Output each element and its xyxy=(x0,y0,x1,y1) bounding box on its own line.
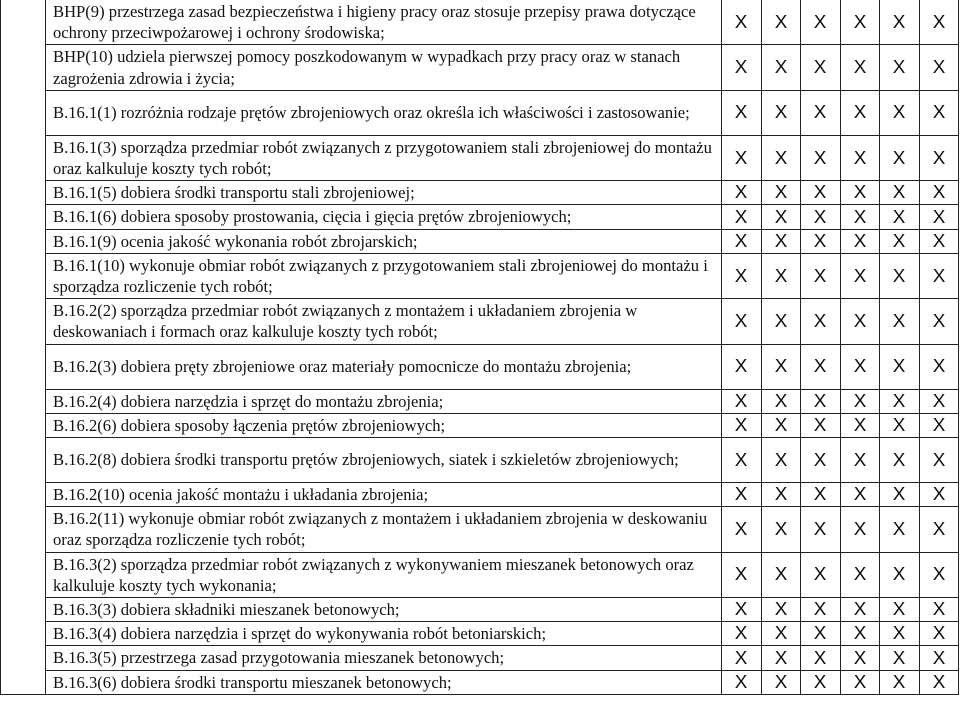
mark-x: X xyxy=(892,564,906,585)
mark-cell xyxy=(840,181,880,205)
outcome-text: B.16.1(1) rozróżnia rodzaje prętów zbrojeniowych oraz określa ich właściwości i zastosowanie; xyxy=(46,90,722,135)
mark-x: X xyxy=(932,390,946,411)
table-row xyxy=(1,646,959,670)
mark-x: X xyxy=(853,484,867,505)
mark-cell xyxy=(840,0,880,45)
mark-x: X xyxy=(813,310,827,331)
mark-cell xyxy=(801,622,841,646)
mark-cell xyxy=(801,389,841,413)
table-row xyxy=(1,622,959,646)
mark-x: X xyxy=(932,518,946,539)
mark-cell xyxy=(880,181,920,205)
mark-cell xyxy=(919,438,959,483)
mark-cell xyxy=(761,552,801,597)
outcome-text: B.16.2(4) dobiera narzędzia i sprzęt do montażu zbrojenia; xyxy=(46,389,722,413)
mark-x: X xyxy=(734,11,748,32)
mark-cell xyxy=(880,670,920,694)
table-row xyxy=(1,389,959,413)
mark-x: X xyxy=(853,147,867,168)
mark-x: X xyxy=(813,147,827,168)
mark-cell xyxy=(722,507,762,552)
mark-cell xyxy=(880,646,920,670)
mark-cell xyxy=(761,646,801,670)
mark-cell xyxy=(761,181,801,205)
outcome-text: B.16.2(11) wykonuje obmiar robót związanych z montażem i układaniem zbrojenia w deskowaniu oraz sporządza rozliczenie tych robót; xyxy=(46,507,722,552)
mark-cell xyxy=(919,552,959,597)
mark-cell xyxy=(761,45,801,90)
mark-cell xyxy=(801,45,841,90)
mark-x: X xyxy=(734,57,748,78)
mark-cell xyxy=(880,552,920,597)
mark-cell xyxy=(840,90,880,135)
mark-x: X xyxy=(813,414,827,435)
mark-cell xyxy=(722,413,762,437)
mark-cell xyxy=(919,253,959,298)
mark-cell xyxy=(880,413,920,437)
mark-cell xyxy=(919,205,959,229)
mark-cell xyxy=(840,438,880,483)
mark-x: X xyxy=(892,647,906,668)
mark-cell xyxy=(840,45,880,90)
outcome-text: B.16.1(6) dobiera sposoby prostowania, cięcia i gięcia prętów zbrojeniowych; xyxy=(46,205,722,229)
mark-cell xyxy=(761,622,801,646)
outcome-text: BHP(9) przestrzega zasad bezpieczeństwa i higieny pracy oraz stosuje przepisy prawa dotyczące ochrony przeciwpożarowej i ochrony środowiska; xyxy=(46,0,722,45)
mark-cell xyxy=(919,507,959,552)
mark-cell xyxy=(880,90,920,135)
mark-cell xyxy=(840,389,880,413)
mark-x: X xyxy=(774,564,788,585)
mark-cell xyxy=(722,205,762,229)
mark-x: X xyxy=(813,671,827,692)
mark-x: X xyxy=(892,414,906,435)
mark-x: X xyxy=(892,11,906,32)
mark-x: X xyxy=(813,623,827,644)
mark-x: X xyxy=(932,230,946,251)
mark-cell xyxy=(840,205,880,229)
table-row xyxy=(1,344,959,389)
mark-cell xyxy=(880,598,920,622)
mark-cell xyxy=(801,253,841,298)
mark-x: X xyxy=(734,356,748,377)
mark-cell xyxy=(919,670,959,694)
mark-x: X xyxy=(813,564,827,585)
mark-cell xyxy=(801,598,841,622)
mark-cell xyxy=(919,181,959,205)
mark-cell xyxy=(722,135,762,180)
mark-cell xyxy=(722,646,762,670)
mark-x: X xyxy=(734,623,748,644)
mark-x: X xyxy=(892,356,906,377)
mark-cell xyxy=(722,598,762,622)
mark-cell xyxy=(801,552,841,597)
mark-cell xyxy=(722,344,762,389)
mark-x: X xyxy=(774,57,788,78)
mark-x: X xyxy=(853,265,867,286)
mark-cell xyxy=(761,90,801,135)
mark-x: X xyxy=(892,147,906,168)
mark-x: X xyxy=(774,449,788,470)
mark-x: X xyxy=(774,647,788,668)
outcome-text: B.16.2(6) dobiera sposoby łączenia prętów zbrojeniowych; xyxy=(46,413,722,437)
mark-x: X xyxy=(774,356,788,377)
table-row xyxy=(1,670,959,694)
mark-x: X xyxy=(734,449,748,470)
table-row xyxy=(1,135,959,180)
mark-x: X xyxy=(734,265,748,286)
mark-cell xyxy=(801,670,841,694)
mark-cell xyxy=(801,483,841,507)
mark-cell xyxy=(722,483,762,507)
mark-x: X xyxy=(734,102,748,123)
table-row xyxy=(1,299,959,344)
mark-x: X xyxy=(932,310,946,331)
mark-cell xyxy=(880,299,920,344)
mark-x: X xyxy=(853,182,867,203)
mark-x: X xyxy=(774,102,788,123)
mark-x: X xyxy=(853,564,867,585)
mark-cell xyxy=(919,229,959,253)
mark-x: X xyxy=(853,449,867,470)
outcome-text: B.16.3(3) dobiera składniki mieszanek betonowych; xyxy=(46,598,722,622)
mark-cell xyxy=(840,598,880,622)
mark-cell xyxy=(919,90,959,135)
mark-cell xyxy=(761,413,801,437)
mark-x: X xyxy=(813,647,827,668)
mark-cell xyxy=(880,253,920,298)
mark-cell xyxy=(801,507,841,552)
mark-x: X xyxy=(892,518,906,539)
mark-cell xyxy=(840,135,880,180)
mark-x: X xyxy=(774,599,788,620)
table-row xyxy=(1,0,959,45)
outcome-text: B.16.3(5) przestrzega zasad przygotowania mieszanek betonowych; xyxy=(46,646,722,670)
mark-x: X xyxy=(813,518,827,539)
outcome-text: B.16.3(6) dobiera środki transportu mieszanek betonowych; xyxy=(46,670,722,694)
mark-x: X xyxy=(813,230,827,251)
mark-x: X xyxy=(774,265,788,286)
mark-cell xyxy=(761,299,801,344)
mark-cell xyxy=(761,135,801,180)
table-row xyxy=(1,483,959,507)
mark-x: X xyxy=(932,414,946,435)
mark-x: X xyxy=(774,11,788,32)
mark-x: X xyxy=(892,449,906,470)
mark-x: X xyxy=(734,414,748,435)
mark-x: X xyxy=(813,390,827,411)
mark-x: X xyxy=(932,623,946,644)
mark-x: X xyxy=(734,647,748,668)
mark-cell xyxy=(919,344,959,389)
table-row xyxy=(1,229,959,253)
mark-x: X xyxy=(932,671,946,692)
mark-x: X xyxy=(813,484,827,505)
mark-x: X xyxy=(734,484,748,505)
mark-x: X xyxy=(774,623,788,644)
mark-cell xyxy=(722,0,762,45)
mark-cell xyxy=(919,135,959,180)
mark-cell xyxy=(761,344,801,389)
mark-cell xyxy=(722,45,762,90)
table-row xyxy=(1,438,959,483)
mark-cell xyxy=(840,299,880,344)
table-row xyxy=(1,507,959,552)
mark-x: X xyxy=(774,484,788,505)
mark-x: X xyxy=(774,390,788,411)
mark-cell xyxy=(722,90,762,135)
mark-cell xyxy=(880,507,920,552)
mark-x: X xyxy=(892,102,906,123)
mark-x: X xyxy=(853,414,867,435)
mark-cell xyxy=(840,229,880,253)
mark-x: X xyxy=(853,57,867,78)
mark-cell xyxy=(761,229,801,253)
mark-cell xyxy=(801,438,841,483)
mark-x: X xyxy=(774,206,788,227)
mark-cell xyxy=(761,253,801,298)
mark-x: X xyxy=(853,230,867,251)
mark-cell xyxy=(919,622,959,646)
mark-x: X xyxy=(853,518,867,539)
mark-cell xyxy=(840,646,880,670)
mark-x: X xyxy=(892,265,906,286)
mark-cell xyxy=(880,135,920,180)
outcome-text: B.16.2(10) ocenia jakość montażu i układania zbrojenia; xyxy=(46,483,722,507)
mark-x: X xyxy=(774,671,788,692)
table-row xyxy=(1,90,959,135)
mark-x: X xyxy=(932,147,946,168)
mark-x: X xyxy=(813,449,827,470)
mark-cell xyxy=(722,670,762,694)
mark-cell xyxy=(840,552,880,597)
mark-x: X xyxy=(734,599,748,620)
mark-x: X xyxy=(853,102,867,123)
blank-first-column xyxy=(1,0,46,694)
mark-x: X xyxy=(853,623,867,644)
mark-x: X xyxy=(932,484,946,505)
mark-cell xyxy=(919,413,959,437)
mark-x: X xyxy=(853,11,867,32)
mark-cell xyxy=(880,205,920,229)
mark-x: X xyxy=(892,599,906,620)
mark-x: X xyxy=(932,599,946,620)
mark-x: X xyxy=(892,671,906,692)
mark-x: X xyxy=(774,414,788,435)
mark-x: X xyxy=(734,390,748,411)
mark-x: X xyxy=(813,57,827,78)
mark-x: X xyxy=(734,147,748,168)
mark-cell xyxy=(919,598,959,622)
mark-cell xyxy=(722,552,762,597)
mark-x: X xyxy=(932,11,946,32)
outcome-text: BHP(10) udziela pierwszej pomocy poszkodowanym w wypadkach przy pracy oraz w stanach zagrożenia zdrowia i życia; xyxy=(46,45,722,90)
mark-x: X xyxy=(932,182,946,203)
mark-x: X xyxy=(892,230,906,251)
table-row xyxy=(1,598,959,622)
outcome-text: B.16.1(3) sporządza przedmiar robót związanych z przygotowaniem stali zbrojeniowej do montażu oraz kalkuluje koszty tych robót; xyxy=(46,135,722,180)
mark-cell xyxy=(919,0,959,45)
mark-x: X xyxy=(774,182,788,203)
table-row xyxy=(1,253,959,298)
mark-x: X xyxy=(892,623,906,644)
mark-x: X xyxy=(774,230,788,251)
outcome-text: B.16.1(9) ocenia jakość wykonania robót zbrojarskich; xyxy=(46,229,722,253)
mark-x: X xyxy=(892,390,906,411)
outcome-text: B.16.2(2) sporządza przedmiar robót związanych z montażem i układaniem zbrojenia w deskowaniach i formach oraz kalkuluje koszty tych robót; xyxy=(46,299,722,344)
mark-x: X xyxy=(853,647,867,668)
mark-cell xyxy=(761,438,801,483)
mark-cell xyxy=(840,670,880,694)
outcome-text: B.16.3(2) sporządza przedmiar robót związanych z wykonywaniem mieszanek betonowych oraz kalkuluje koszty tych wykonania; xyxy=(46,552,722,597)
mark-x: X xyxy=(853,310,867,331)
mark-cell xyxy=(722,229,762,253)
mark-cell xyxy=(761,0,801,45)
mark-cell xyxy=(722,622,762,646)
outcome-text: B.16.2(3) dobiera pręty zbrojeniowe oraz materiały pomocnicze do montażu zbrojenia; xyxy=(46,344,722,389)
mark-cell xyxy=(919,483,959,507)
mark-x: X xyxy=(932,206,946,227)
mark-cell xyxy=(880,438,920,483)
mark-cell xyxy=(840,253,880,298)
mark-x: X xyxy=(932,265,946,286)
mark-cell xyxy=(919,389,959,413)
mark-cell xyxy=(840,413,880,437)
mark-x: X xyxy=(932,102,946,123)
mark-x: X xyxy=(932,449,946,470)
mark-x: X xyxy=(932,564,946,585)
mark-x: X xyxy=(813,11,827,32)
table-row xyxy=(1,413,959,437)
mark-cell xyxy=(722,438,762,483)
mark-cell xyxy=(880,45,920,90)
mark-x: X xyxy=(853,206,867,227)
mark-x: X xyxy=(813,265,827,286)
mark-x: X xyxy=(734,671,748,692)
mark-cell xyxy=(840,483,880,507)
mark-x: X xyxy=(734,310,748,331)
mark-cell xyxy=(801,135,841,180)
mark-cell xyxy=(919,646,959,670)
mark-cell xyxy=(840,622,880,646)
mark-cell xyxy=(880,229,920,253)
mark-cell xyxy=(801,646,841,670)
mark-cell xyxy=(919,45,959,90)
mark-x: X xyxy=(932,647,946,668)
mark-cell xyxy=(801,344,841,389)
mark-x: X xyxy=(892,182,906,203)
outcome-text: B.16.2(8) dobiera środki transportu prętów zbrojeniowych, siatek i szkieletów zbrojeniowych; xyxy=(46,438,722,483)
mark-x: X xyxy=(734,230,748,251)
mark-cell xyxy=(722,181,762,205)
outcome-text: B.16.3(4) dobiera narzędzia i sprzęt do wykonywania robót betoniarskich; xyxy=(46,622,722,646)
mark-cell xyxy=(880,0,920,45)
mark-cell xyxy=(722,299,762,344)
mark-x: X xyxy=(813,182,827,203)
mark-x: X xyxy=(932,356,946,377)
mark-cell xyxy=(722,253,762,298)
mark-cell xyxy=(801,205,841,229)
mark-cell xyxy=(919,299,959,344)
outcome-text: B.16.1(5) dobiera środki transportu stali zbrojeniowej; xyxy=(46,181,722,205)
mark-cell xyxy=(761,507,801,552)
mark-cell xyxy=(761,205,801,229)
mark-x: X xyxy=(892,310,906,331)
mark-x: X xyxy=(813,206,827,227)
mark-x: X xyxy=(774,147,788,168)
mark-x: X xyxy=(813,356,827,377)
mark-x: X xyxy=(813,599,827,620)
mark-x: X xyxy=(774,310,788,331)
mark-cell xyxy=(761,483,801,507)
mark-x: X xyxy=(892,57,906,78)
mark-x: X xyxy=(774,518,788,539)
table-row xyxy=(1,552,959,597)
mark-cell xyxy=(801,413,841,437)
mark-x: X xyxy=(892,484,906,505)
mark-x: X xyxy=(853,356,867,377)
mark-x: X xyxy=(853,671,867,692)
mark-x: X xyxy=(734,518,748,539)
mark-x: X xyxy=(813,102,827,123)
mark-cell xyxy=(880,483,920,507)
mark-x: X xyxy=(853,599,867,620)
mark-cell xyxy=(801,229,841,253)
mark-cell xyxy=(761,670,801,694)
mark-x: X xyxy=(734,564,748,585)
mark-x: X xyxy=(734,182,748,203)
mark-x: X xyxy=(892,206,906,227)
table-row xyxy=(1,45,959,90)
table-row xyxy=(1,205,959,229)
table-body xyxy=(1,0,959,694)
outcome-text: B.16.1(10) wykonuje obmiar robót związanych z przygotowaniem stali zbrojeniowej do montażu i sporządza rozliczenie tych robót; xyxy=(46,253,722,298)
mark-cell xyxy=(880,389,920,413)
table-row xyxy=(1,181,959,205)
mark-cell xyxy=(801,299,841,344)
mark-cell xyxy=(880,622,920,646)
mark-cell xyxy=(880,344,920,389)
mark-cell xyxy=(761,389,801,413)
mark-cell xyxy=(801,90,841,135)
mark-x: X xyxy=(853,390,867,411)
mark-cell xyxy=(801,0,841,45)
mark-cell xyxy=(722,389,762,413)
mark-x: X xyxy=(734,206,748,227)
mark-x: X xyxy=(932,57,946,78)
mark-cell xyxy=(840,344,880,389)
mark-cell xyxy=(801,181,841,205)
mark-cell xyxy=(761,598,801,622)
mark-cell xyxy=(840,507,880,552)
